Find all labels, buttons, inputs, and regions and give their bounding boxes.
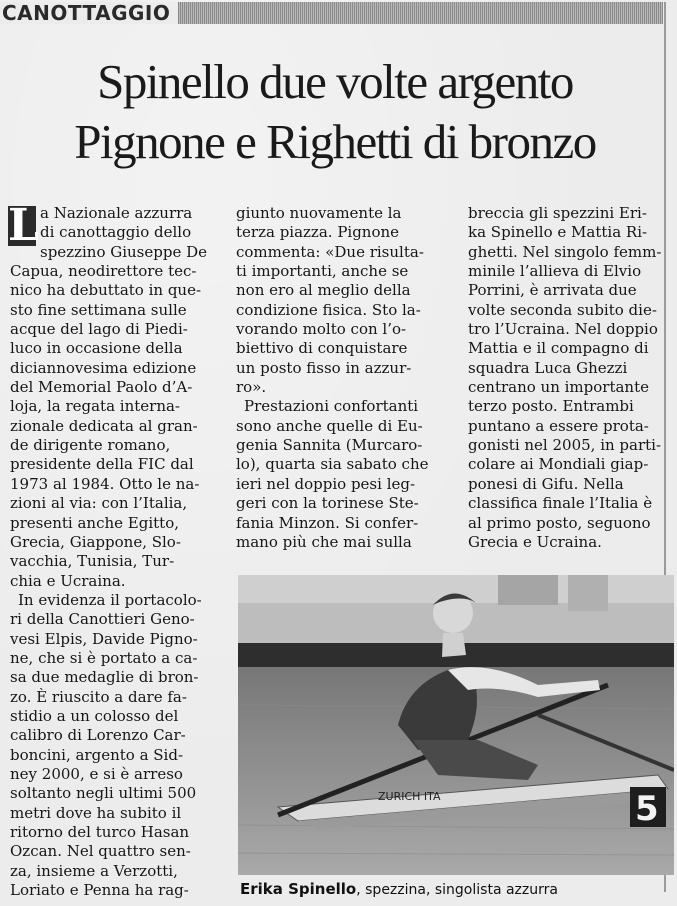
caption-name: Erika Spinello (240, 880, 357, 898)
article-line: gonisti nel 2005, in parti- (468, 436, 662, 455)
article-line: 1973 al 1984. Otto le na- (10, 474, 200, 493)
section-bar (0, 2, 663, 24)
rower-image (238, 575, 674, 875)
article-line: acque del lago di Piedi- (10, 320, 188, 339)
article-line: biettivo di conquistare (236, 339, 408, 358)
article-line: nico ha debuttato in que- (10, 281, 202, 300)
rowing-photo (238, 575, 674, 875)
article-line: tro l’Ucraina. Nel doppio (468, 320, 658, 339)
article-line: terza piazza. Pignone (236, 223, 400, 242)
article-line: ghetti. Nel singolo femm- (468, 242, 662, 261)
photo-caption (240, 880, 670, 899)
article-line: loja, la regata interna- (10, 397, 181, 416)
article-line: Prestazioni confortanti (244, 397, 419, 416)
section-label: CANOTTAGGIO (0, 2, 178, 24)
headline (0, 52, 670, 172)
article-line: geri con la torinese Ste- (236, 494, 419, 513)
article-line: presidente della FIC dal (10, 455, 194, 474)
article-line: ti importanti, anche se (236, 262, 409, 281)
article-line: stidio a un colosso del (10, 706, 179, 725)
article-line: chia e Ucraina. (10, 571, 126, 590)
caption-text: , spezzina, singolista azzurra (356, 882, 558, 898)
article-line: al primo posto, seguono (468, 513, 651, 532)
article-line: Capua, neodirettore tec- (10, 262, 197, 281)
drop-cap: L (8, 200, 39, 251)
article-line: lo), quarta sia sabato che (236, 455, 429, 474)
article-line: soltanto negli ultimi 500 (10, 784, 197, 803)
article-line: ritorno del turco Hasan (10, 823, 190, 841)
article-line: squadra Luca Ghezzi (468, 358, 628, 377)
article-line: centrano un importante (468, 378, 649, 397)
article-line: mano più che mai sulla (236, 532, 412, 551)
article-line: za, insieme a Verzotti, (10, 861, 178, 880)
article-line: puntano a essere prota- (468, 416, 649, 435)
article-line: minile l’allieva di Elvio (468, 262, 642, 281)
article-line: luco in occasione della (10, 339, 183, 358)
article-line: a Nazionale azzurra (40, 204, 193, 222)
article-line: sto fine settimana sulle (10, 300, 187, 319)
article-line: vorando molto con l’o- (236, 320, 407, 339)
bow-number: 5 (635, 789, 659, 829)
article-column-2 (236, 204, 456, 552)
article-line: vacchia, Tunisia, Tur- (10, 552, 175, 571)
article-line: colare ai Mondiali giap- (468, 455, 649, 474)
article-line: classifica finale l’Italia è (468, 494, 653, 513)
article-line: ney 2000, e si è arreso (10, 764, 183, 783)
article-line: spezzino Giuseppe De (40, 242, 208, 261)
article-line: Grecia e Ucraina. (468, 532, 602, 551)
article-line: ri della Canottieri Geno- (10, 610, 195, 629)
article-line: Ozcan. Nel quattro sen- (10, 842, 191, 861)
article-line: volte seconda subito die- (468, 300, 657, 319)
article-line: metri dove ha subito il (10, 803, 182, 822)
article-line: zionale dedicata al gran- (10, 416, 198, 435)
article-line: Mattia e il compagno di (468, 339, 649, 358)
article-line: sono anche quelle di Eu- (236, 416, 423, 435)
article-line: calibro di Lorenzo Car- (10, 726, 186, 745)
article-column-3 (468, 204, 668, 552)
article-line: de dirigente romano, (10, 436, 171, 455)
article-line: vesi Elpis, Davide Pigno- (10, 629, 198, 648)
headline-line-2: Pignone e Righetti di bronzo (74, 114, 596, 169)
article-line: breccia gli spezzini Eri- (468, 204, 647, 222)
article-line: zioni al via: con l’Italia, (10, 494, 188, 513)
article-line: ka Spinello e Mattia Ri- (468, 223, 648, 242)
article-line: Loriato e Penna ha rag- (10, 881, 189, 900)
article-line: fania Minzon. Si confer- (236, 513, 419, 532)
article-line: diciannovesima edizione (10, 358, 197, 377)
article-line: ponesi di Gifu. Nella (468, 474, 624, 493)
article-line: Porrini, è arrivata due (468, 281, 637, 300)
article-line: condizione fisica. Sto la- (236, 300, 421, 319)
headline-line-1: Spinello due volte argento (97, 54, 573, 109)
article-line: un posto fisso in azzur- (236, 358, 412, 377)
article-column-1 (8, 200, 228, 900)
article-line: presenti anche Egitto, (10, 513, 179, 532)
boat-label: ZURICH ITA (378, 790, 441, 803)
article-line: Grecia, Giappone, Slo- (10, 532, 181, 551)
article-line: genia Sannita (Murcaro- (236, 436, 423, 455)
article-line: di canottaggio dello (40, 223, 192, 242)
article-line: sa due medaglie di bron- (10, 668, 199, 687)
article-line: boncini, argento a Sid- (10, 745, 184, 764)
article-line: non ero al meglio della (236, 281, 411, 300)
article-line: In evidenza il portacolo- (18, 590, 202, 609)
article-line: giunto nuovamente la (236, 204, 402, 222)
article-line: ne, che si è portato a ca- (10, 648, 198, 667)
article-line: ieri nel doppio pesi leg- (236, 474, 416, 493)
article-line: terzo posto. Entrambi (468, 397, 634, 416)
article-line: zo. È riuscito a dare fa- (10, 687, 187, 706)
article-line: commenta: «Due risulta- (236, 242, 424, 261)
article-line: ro». (236, 378, 267, 397)
article-line: del Memorial Paolo d’A- (10, 378, 193, 397)
